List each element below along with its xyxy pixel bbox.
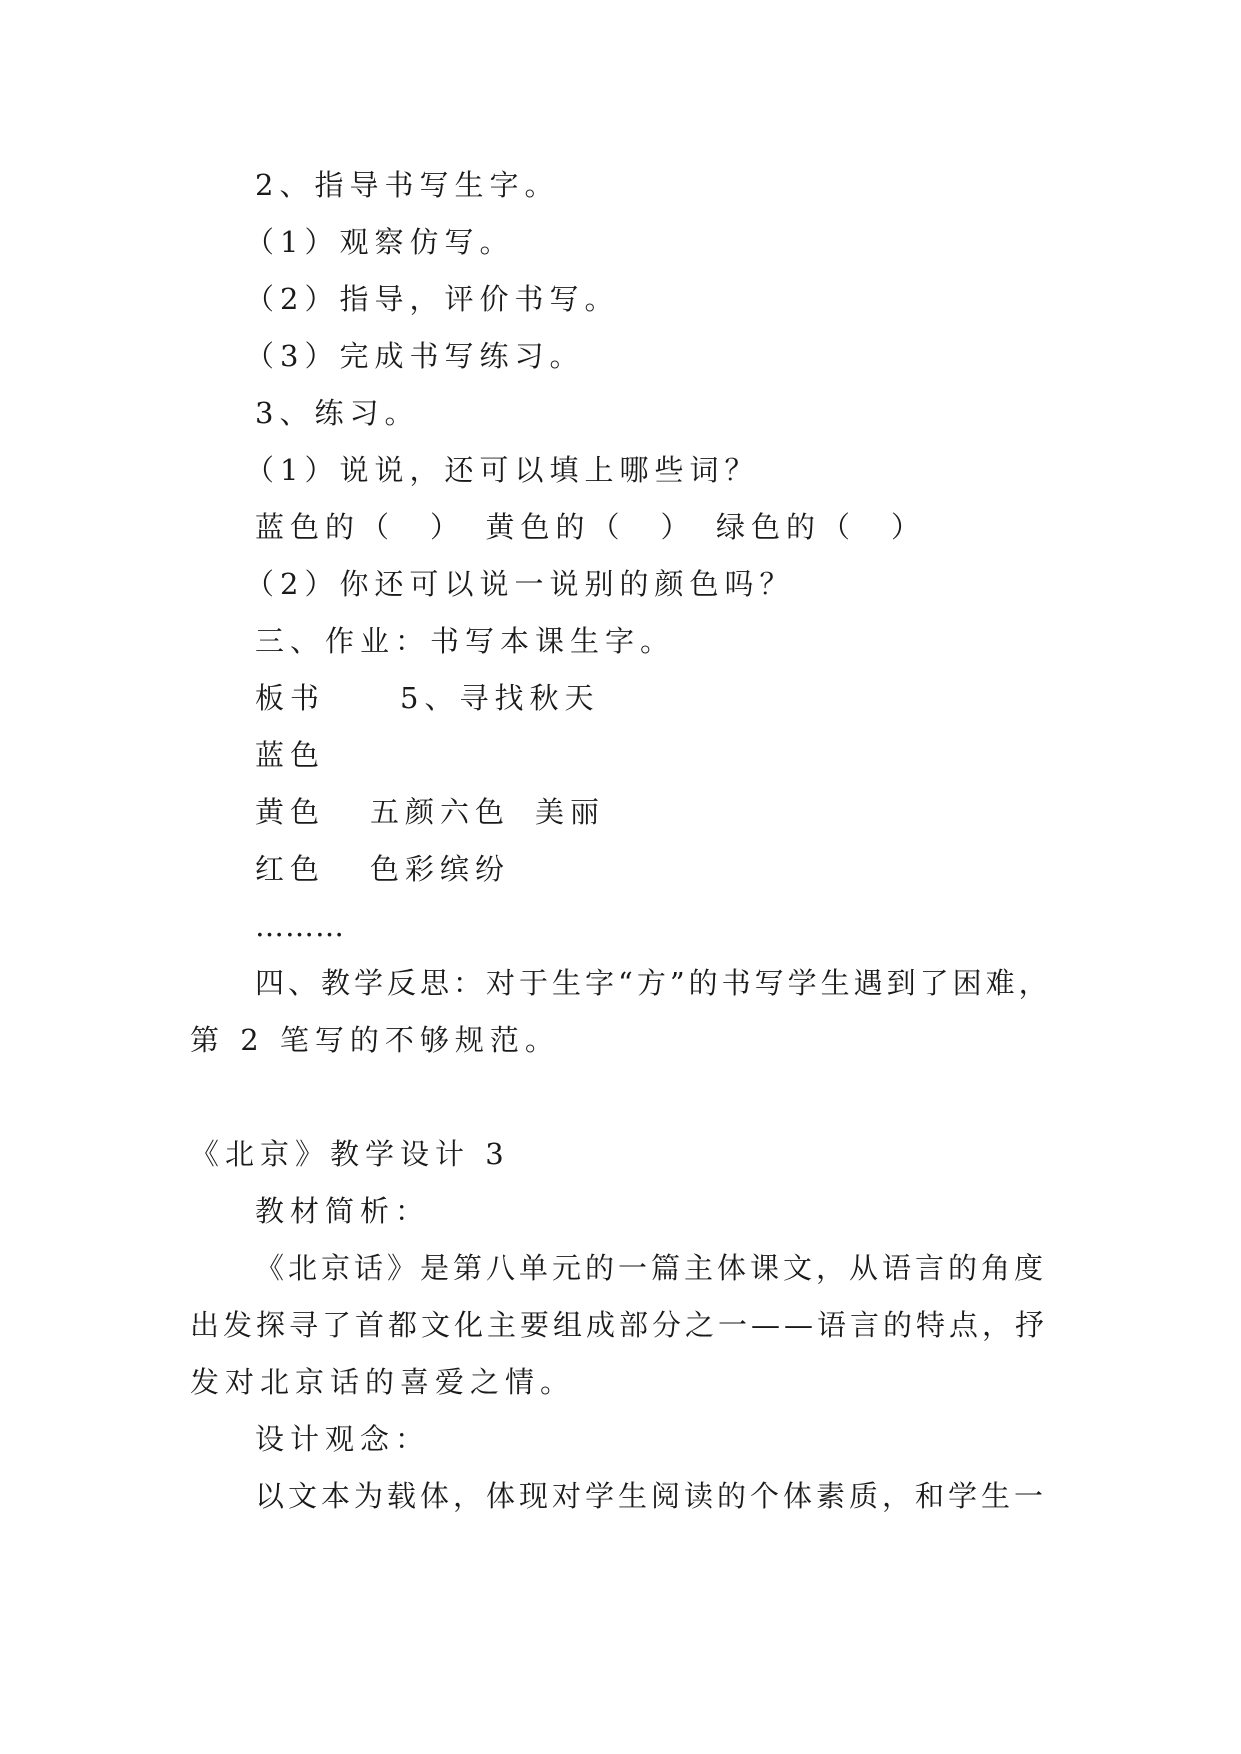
paragraph-step-2-2: （2）指导，评价书写。 — [245, 282, 620, 316]
analysis-heading: 教材简析： — [255, 1194, 431, 1228]
board-color-yellow: 黄色 — [255, 795, 326, 829]
concept-heading: 设计观念： — [255, 1422, 431, 1456]
paragraph-step-2-3: （3）完成书写练习。 — [245, 339, 585, 373]
fill-in-blanks-line: 蓝色的（ ） 黄色的（ ） 绿色的（ ） — [255, 510, 927, 544]
paragraph-step-2-1: （1）观察仿写。 — [245, 225, 515, 259]
analysis-paragraph-cont-1: 出发探寻了首都文化主要组成部分之一——语言的特点，抒 — [190, 1308, 1049, 1342]
concept-paragraph: 以文本为载体，体现对学生阅读的个体素质，和学生一 — [255, 1479, 1048, 1513]
paragraph-step-3: 3、练习。 — [255, 396, 420, 430]
analysis-paragraph-cont-2: 发对北京话的喜爱之情。 — [190, 1365, 576, 1399]
board-title: 5、寻找秋天 — [400, 681, 600, 715]
reflection-paragraph: 四、教学反思：对于生字“方”的书写学生遇到了困难， — [255, 966, 1052, 1000]
board-word-beautiful: 美丽 — [535, 795, 606, 829]
reflection-paragraph-cont: 第 2 笔写的不够规范。 — [190, 1023, 560, 1057]
board-label: 板书 — [255, 681, 326, 715]
board-color-red: 红色 — [255, 852, 326, 886]
analysis-paragraph: 《北京话》是第八单元的一篇主体课文，从语言的角度 — [255, 1251, 1048, 1285]
paragraph-step-3-2: （2）你还可以说一说别的颜色吗？ — [245, 567, 795, 601]
board-word-colorful: 五颜六色 — [370, 795, 511, 829]
paragraph-step-2: 2、指导书写生字。 — [255, 168, 560, 202]
homework-heading: 三、作业：书写本课生字。 — [255, 624, 676, 658]
board-ellipsis: ……… — [255, 909, 345, 943]
board-color-blue: 蓝色 — [255, 738, 326, 772]
paragraph-step-3-1: （1）说说，还可以填上哪些词？ — [245, 453, 760, 487]
section-title: 《北京》教学设计 3 — [190, 1137, 510, 1171]
board-word-vivid: 色彩缤纷 — [370, 852, 511, 886]
